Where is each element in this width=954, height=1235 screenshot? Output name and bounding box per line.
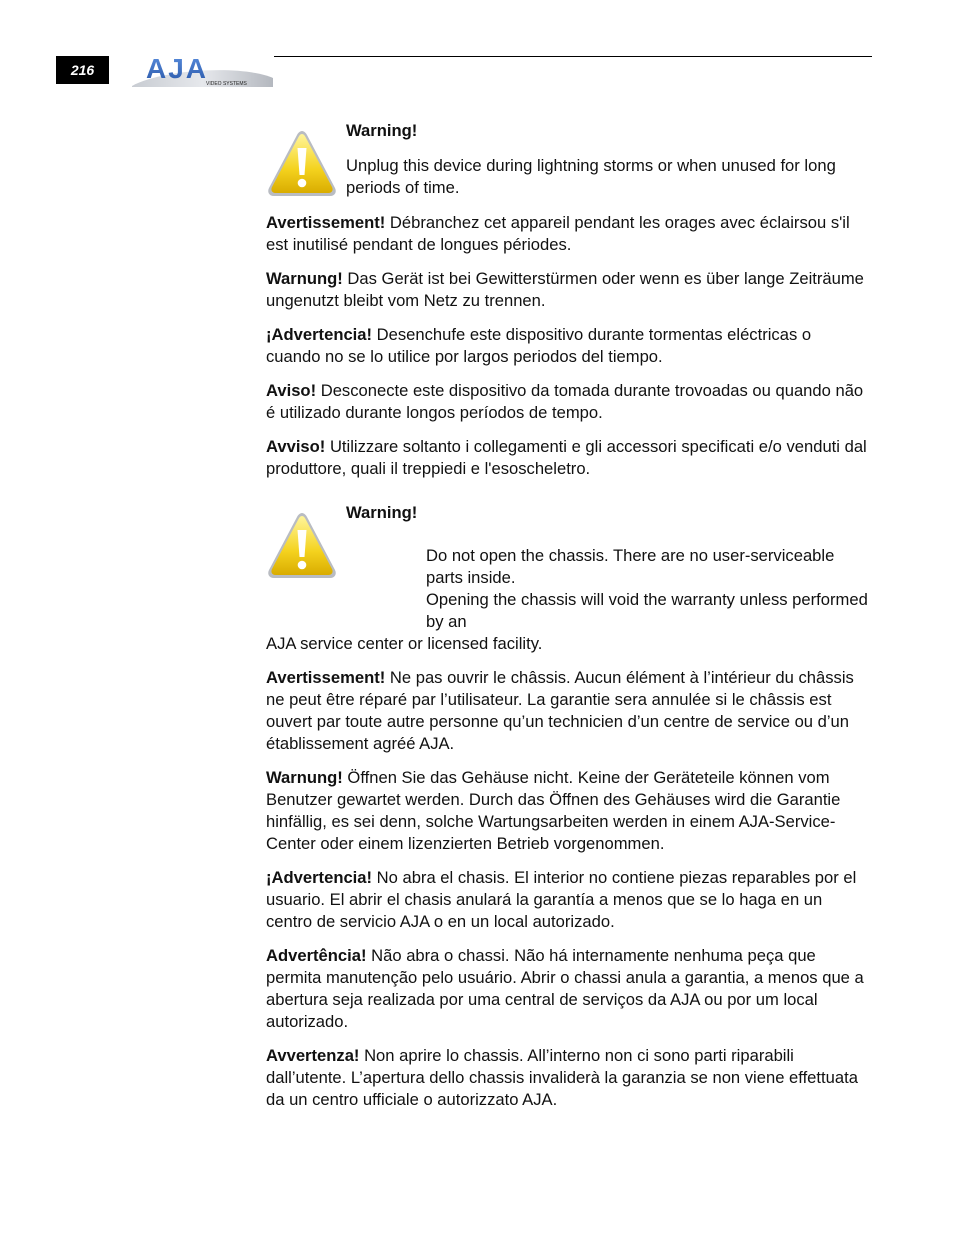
translation-text: Desconecte este dispositivo da tomada durante trovoadas ou quando não é utilizado durante longos períodos de tempo. <box>266 381 864 422</box>
header-rule <box>274 56 872 57</box>
translation-text: Non aprire lo chassis. All’interno non ci sono parti riparabili dall’utente. L’apertura dello chassis invaliderà la garanzia se non viene effettuata da un centro ufficiale o autorizzato AJA. <box>266 1046 858 1109</box>
warning-triangle-icon <box>266 128 338 198</box>
translation-fr <box>266 667 870 755</box>
translation-es <box>266 324 870 368</box>
translation-label: Warnung! <box>266 768 343 787</box>
aja-logo <box>130 54 275 90</box>
translation-pt <box>266 945 870 1033</box>
translation-text: Não abra o chassi. Não há internamente nenhuma peça que permita manutenção pelo usuário. Abrir o chassi anula a garantia, a menos que a abertura seja realizada por uma central de serviços da AJA ou por um local autorizado. <box>266 946 864 1031</box>
warning-chassis <box>266 502 870 655</box>
content <box>266 120 870 1123</box>
translation-text: Utilizzare soltanto i collegamenti e gli accessori specificati e/o venduti dal produttore, quali il treppiedi e l'esoscheletro. <box>266 437 867 478</box>
translation-label: Advertência! <box>266 946 367 965</box>
translation-label: Avviso! <box>266 437 326 456</box>
warning-body-line: Opening the chassis will void the warranty unless performed by an <box>426 590 868 631</box>
translation-label: Avvertenza! <box>266 1046 360 1065</box>
translation-fr <box>266 212 870 256</box>
warning-body-line: AJA service center or licensed facility. <box>266 634 543 653</box>
translation-pt <box>266 380 870 424</box>
warning-body-line: Do not open the chassis. There are no user-serviceable parts inside. <box>426 546 835 587</box>
translation-label: ¡Advertencia! <box>266 325 373 344</box>
warning-title: Warning! <box>346 503 418 522</box>
translation-label: Avertissement! <box>266 213 386 232</box>
warning-lightning <box>266 120 870 200</box>
translation-de <box>266 767 870 855</box>
translation-text: Ne pas ouvrir le châssis. Aucun élément à l’intérieur du châssis ne peut être réparé par l’utilisateur. La garantie sera annulée si le châssis est ouvert par toute autre personne qu’un technicien d’un centre de service ou d’un établissement agréé AJA. <box>266 668 854 753</box>
translation-it <box>266 436 870 480</box>
translation-label: Avertissement! <box>266 668 386 687</box>
translation-es <box>266 867 870 933</box>
translation-text: No abra el chasis. El interior no contiene piezas reparables por el usuario. El abrir el chasis anulará la garantía a menos que se lo haga en un centro de servicio AJA o en un local autorizado. <box>266 868 857 931</box>
translation-text: Öffnen Sie das Gehäuse nicht. Keine der Geräteteile können vom Benutzer gewartet werden. Durch das Öffnen des Gehäuses wird die Garantie hinfällig, es sei denn, solche Wartungsarbeiten werden in einem AJA-Service-Center oder einem lizenzierten Betrieb vorgenommen. <box>266 768 841 853</box>
translation-label: ¡Advertencia! <box>266 868 373 887</box>
warning-title: Warning! <box>346 121 418 140</box>
translation-de <box>266 268 870 312</box>
warning-triangle-icon <box>266 510 338 580</box>
page-number: 216 <box>56 56 109 84</box>
translation-it <box>266 1045 870 1111</box>
svg-text:AJA: AJA <box>146 54 209 84</box>
svg-text:VIDEO SYSTEMS: VIDEO SYSTEMS <box>206 81 247 87</box>
translation-text: Débranchez cet appareil pendant les orages avec éclairsou s'il est inutilisé pendant de longues périodes. <box>266 213 850 254</box>
translation-label: Warnung! <box>266 269 343 288</box>
translation-text: Desenchufe este dispositivo durante tormentas eléctricas o cuando no se lo utilice por largos periodos del tiempo. <box>266 325 812 366</box>
translation-label: Aviso! <box>266 381 317 400</box>
translation-text: Das Gerät ist bei Gewitterstürmen oder wenn es über lange Zeiträume ungenutzt bleibt vom Netz zu trennen. <box>266 269 864 310</box>
warning-body: Unplug this device during lightning storms or when unused for long periods of time. <box>346 156 836 197</box>
